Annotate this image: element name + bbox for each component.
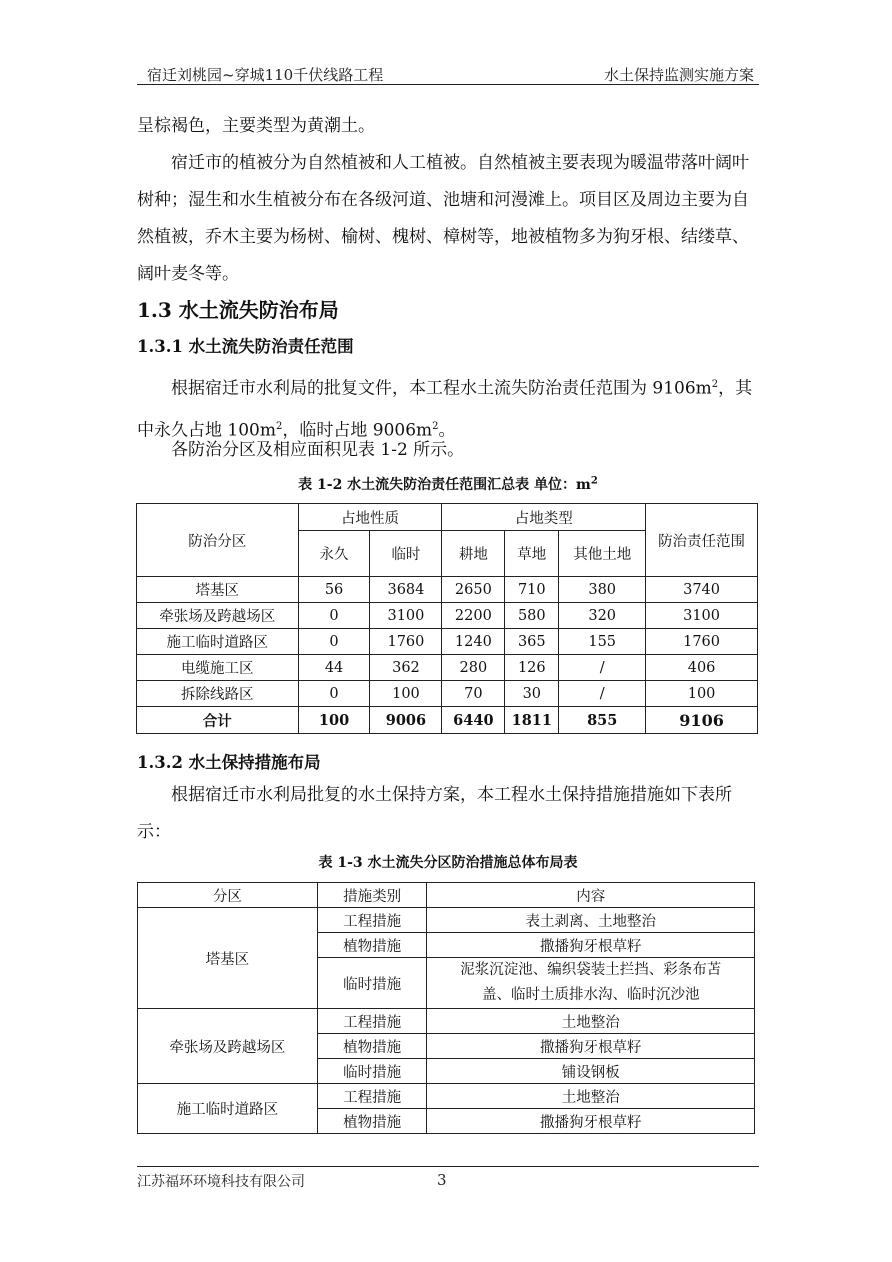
cell-content: 撒播狗牙根草籽 <box>427 933 755 958</box>
cell-content: 土地整治 <box>427 1009 755 1034</box>
header-farmland: 耕地 <box>442 531 505 577</box>
page-number: 3 <box>437 1171 447 1189</box>
table-1-2 <box>136 503 758 734</box>
header-land-nature: 占地性质 <box>298 504 442 531</box>
cell-value: 362 <box>370 655 442 681</box>
footer-company: 江苏福环环境科技有限公司 <box>137 1174 305 1190</box>
cell-value: 126 <box>505 655 559 681</box>
cell-value: 380 <box>559 577 646 603</box>
cell-value: 56 <box>298 577 370 603</box>
cell-category: 植物措施 <box>317 1034 427 1059</box>
cell-value: 1760 <box>646 629 758 655</box>
cell-zone: 牵张场及跨越场区 <box>138 1009 318 1084</box>
paragraph-text: 。 <box>438 420 456 441</box>
cell-value: 2200 <box>442 603 505 629</box>
footer-rule <box>137 1166 759 1167</box>
cell-value: 580 <box>505 603 559 629</box>
table-1-3-caption: 表 1-3 水土流失分区防治措施总体布局表 <box>318 855 578 871</box>
cell-zone: 牵张场及跨越场区 <box>137 603 299 629</box>
paragraph-vegetation: 宿迁市的植被分为自然植被和人工植被。自然植被主要表现为暖温带落叶阔叶树种；湿生和水生植被分布在各级河道、池塘和河漫滩上。项目区及周边主要为自然植被，乔木主要为杨树、榆树、槐树、樟树等，地被植物多为狗牙根、结缕草、阔叶麦冬等。 <box>137 153 749 284</box>
cell-value: / <box>559 681 646 707</box>
cell-zone: 电缆施工区 <box>137 655 299 681</box>
table-row <box>138 908 755 933</box>
cell-category: 临时措施 <box>317 958 427 1009</box>
cell-content: 撒播狗牙根草籽 <box>427 1034 755 1059</box>
cell-category: 工程措施 <box>317 1009 427 1034</box>
cell-total: 9006 <box>370 707 442 734</box>
cell-category: 临时措施 <box>317 1059 427 1084</box>
paragraph-table-ref: 各防治分区及相应面积见表 1-2 所示。 <box>171 440 465 460</box>
cell-category: 工程措施 <box>317 1084 427 1109</box>
cell-category: 植物措施 <box>317 1109 427 1134</box>
paragraph-measures: 根据宿迁市水利局批复的水土保持方案，本工程水土保持措施措施如下表所示： <box>137 785 732 842</box>
cell-value: 365 <box>505 629 559 655</box>
cell-total: 9106 <box>646 707 758 734</box>
header-measure-category: 措施类别 <box>317 883 427 908</box>
header-land-type: 占地类型 <box>442 504 646 531</box>
cell-value: 3100 <box>646 603 758 629</box>
header-rule <box>137 84 759 85</box>
cell-value: 406 <box>646 655 758 681</box>
cell-content: 表土剥离、土地整治 <box>427 908 755 933</box>
cell-value: 0 <box>298 603 370 629</box>
section-heading-1-3-1: 1.3.1 水土流失防治责任范围 <box>137 337 354 356</box>
paragraph-text: ，其中永久占地 100m <box>137 378 753 441</box>
table-1-2-caption <box>137 474 759 494</box>
table-1-3 <box>137 882 755 1134</box>
cell-zone: 塔基区 <box>138 908 318 1009</box>
cell-value: 3740 <box>646 577 758 603</box>
cell-total: 6440 <box>442 707 505 734</box>
cell-category: 植物措施 <box>317 933 427 958</box>
cell-content: 土地整治 <box>427 1084 755 1109</box>
table-row <box>137 629 758 655</box>
table-row <box>138 1084 755 1109</box>
section-heading-1-3-2: 1.3.2 水土保持措施布局 <box>137 753 321 772</box>
table-row <box>137 603 758 629</box>
header-grassland: 草地 <box>505 531 559 577</box>
cell-zone: 塔基区 <box>137 577 299 603</box>
cell-value: 0 <box>298 681 370 707</box>
header-document-title: 水土保持监测实施方案 <box>603 66 754 84</box>
cell-category: 工程措施 <box>317 908 427 933</box>
header-other-land: 其他土地 <box>559 531 646 577</box>
cell-value: 3100 <box>370 603 442 629</box>
superscript: 2 <box>432 420 439 432</box>
cell-value: 1240 <box>442 629 505 655</box>
table-row <box>138 1009 755 1034</box>
cell-zone: 拆除线路区 <box>137 681 299 707</box>
table-row <box>137 577 758 603</box>
cell-total: 855 <box>559 707 646 734</box>
header-temporary: 临时 <box>370 531 442 577</box>
cell-value: 44 <box>298 655 370 681</box>
cell-content: 撒播狗牙根草籽 <box>427 1109 755 1134</box>
superscript: 2 <box>275 420 283 432</box>
header-zone: 分区 <box>138 883 318 908</box>
cell-value: 0 <box>298 629 370 655</box>
cell-total-label: 合计 <box>137 707 299 734</box>
cell-value: 1760 <box>370 629 442 655</box>
table-row <box>137 681 758 707</box>
cell-zone: 施工临时道路区 <box>137 629 299 655</box>
cell-value: 320 <box>559 603 646 629</box>
cell-value: / <box>559 655 646 681</box>
paragraph-text: ，临时占地 9006m <box>282 420 433 441</box>
cell-value: 30 <box>505 681 559 707</box>
paragraph-text: 根据宿迁市水利局的批复文件，本工程水土流失防治责任范围为 9106m <box>171 378 712 399</box>
header-responsibility-scope: 防治责任范围 <box>646 504 758 577</box>
cell-value: 100 <box>646 681 758 707</box>
caption-text: 表 1-2 水土流失防治责任范围汇总表 单位：m <box>298 477 591 493</box>
header-permanent: 永久 <box>298 531 370 577</box>
cell-value: 70 <box>442 681 505 707</box>
table-row <box>137 655 758 681</box>
cell-value: 2650 <box>442 577 505 603</box>
superscript: 2 <box>590 475 598 487</box>
header-zone: 防治分区 <box>137 504 299 577</box>
table-total-row <box>137 707 758 734</box>
cell-value: 280 <box>442 655 505 681</box>
cell-content: 铺设钢板 <box>427 1059 755 1084</box>
cell-value: 155 <box>559 629 646 655</box>
paragraph-soil: 呈棕褐色，主要类型为黄潮土。 <box>137 116 375 136</box>
cell-value: 100 <box>370 681 442 707</box>
header-content: 内容 <box>427 883 755 908</box>
superscript: 2 <box>711 379 719 390</box>
cell-total: 100 <box>298 707 370 734</box>
section-heading-1-3: 1.3 水土流失防治布局 <box>137 298 339 322</box>
cell-content: 泥浆沉淀池、编织袋装土拦挡、彩条布苫盖、临时土质排水沟、临时沉沙池 <box>427 958 755 1009</box>
header-project-title: 宿迁刘桃园~穿城110千伏线路工程 <box>147 66 384 84</box>
cell-zone: 施工临时道路区 <box>138 1084 318 1134</box>
cell-value: 710 <box>505 577 559 603</box>
cell-value: 3684 <box>370 577 442 603</box>
cell-total: 1811 <box>505 707 559 734</box>
